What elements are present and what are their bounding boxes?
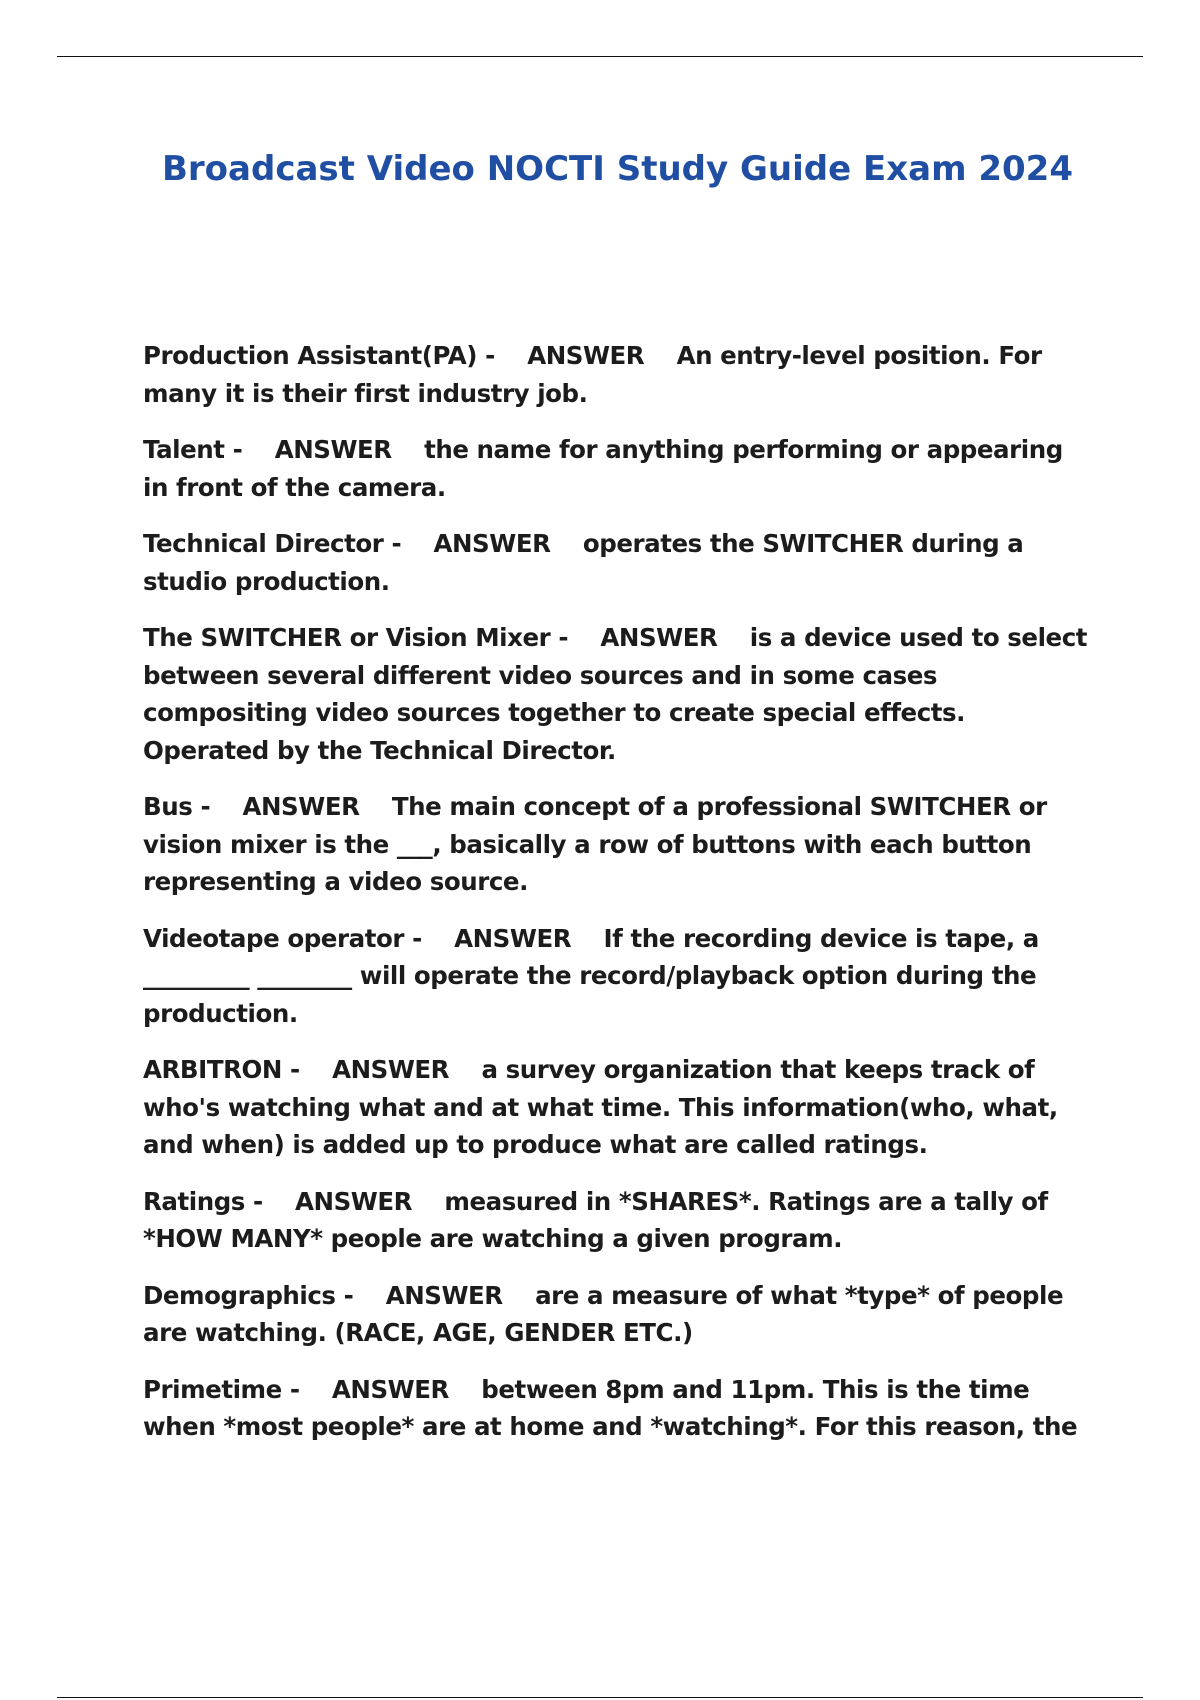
header-rule: [57, 56, 1143, 57]
definition: the name for anything performing or appearing in front of the camera.: [143, 435, 1063, 502]
flashcard-entry: Videotape operator - ANSWER If the recording device is tape, a _________ ________ will operate the record/playback option during the production.: [143, 923, 1039, 1028]
term: Videotape operator: [143, 923, 404, 953]
term: Demographics: [143, 1280, 336, 1310]
footer-rule: [57, 1697, 1143, 1698]
definition: An entry-level position. For many it is their first industry job.: [143, 341, 1042, 408]
document-title: Broadcast Video NOCTI Study Guide Exam 2024: [162, 149, 1073, 189]
answer-label: ANSWER: [600, 623, 718, 652]
definition: The main concept of a professional SWITCHER or vision mixer is the ___, basically a row of buttons with each button representing a video source.: [143, 792, 1047, 896]
answer-label: ANSWER: [274, 435, 392, 464]
flashcard-entry: Ratings - ANSWER measured in *SHARES*. Ratings are a tally of *HOW MANY* people are watching a given program.: [143, 1186, 1048, 1253]
answer-label: ANSWER: [385, 1280, 503, 1310]
term: Production Assistant(PA): [143, 341, 478, 370]
definition: measured in *SHARES*. Ratings are a tally of *HOW MANY* people are watching a given program.: [143, 1186, 1048, 1253]
flashcard-entry: The SWITCHER or Vision Mixer - ANSWER is a device used to select between several different video sources and in some cases compositing video sources together to create special effects. Operated by the Technical Director.: [143, 623, 1088, 765]
flashcard-entry: Technical Director - ANSWER operates the SWITCHER during a studio production.: [143, 529, 1024, 596]
answer-label: ANSWER: [331, 1374, 449, 1404]
term: ARBITRON: [143, 1055, 282, 1084]
answer-label: ANSWER: [242, 792, 360, 821]
flashcard-list: [143, 337, 1088, 1465]
definition: a survey organization that keeps track of who's watching what and at what time. This information(who, what, and when) is added up to produce what are called ratings.: [143, 1055, 1058, 1159]
term: Bus: [143, 792, 193, 821]
answer-label: ANSWER: [332, 1055, 450, 1084]
term: Technical Director: [143, 529, 384, 558]
flashcard-entry: Primetime - ANSWER between 8pm and 11pm. This is the time when *most people* are at home and *watching*. For this reason, the: [143, 1374, 1078, 1441]
term: The SWITCHER or Vision Mixer: [143, 623, 551, 652]
answer-label: ANSWER: [295, 1186, 413, 1216]
term: Primetime: [143, 1374, 282, 1404]
term: Ratings: [143, 1186, 245, 1216]
flashcard-entry: Production Assistant(PA) - ANSWER An entry-level position. For many it is their first industry job.: [143, 341, 1042, 408]
flashcard-entry: ARBITRON - ANSWER a survey organization that keeps track of who's watching what and at what time. This information(who, what, and when) is added up to produce what are called ratings.: [143, 1055, 1058, 1159]
answer-label: ANSWER: [433, 529, 551, 558]
flashcard-entry: Demographics - ANSWER are a measure of what *type* of people are watching. (RACE, AGE, GENDER ETC.): [143, 1280, 1064, 1347]
definition: is a device used to select between several different video sources and in some cases compositing video sources together to create special effects. Operated by the Technical Director.: [143, 623, 1088, 765]
definition: If the recording device is tape, a _________ ________ will operate the record/playback option during the production.: [143, 923, 1039, 1028]
answer-label: ANSWER: [454, 923, 572, 953]
definition: between 8pm and 11pm. This is the time when *most people* are at home and *watching*. For this reason, the: [143, 1374, 1078, 1441]
term: Talent: [143, 435, 225, 464]
flashcard-entry: Bus - ANSWER The main concept of a professional SWITCHER or vision mixer is the ___, basically a row of buttons with each button representing a video source.: [143, 792, 1047, 896]
flashcard-entry: Talent - ANSWER the name for anything performing or appearing in front of the camera.: [143, 435, 1063, 502]
definition: are a measure of what *type* of people are watching. (RACE, AGE, GENDER ETC.): [143, 1280, 1064, 1347]
answer-label: ANSWER: [527, 341, 645, 370]
definition: operates the SWITCHER during a studio production.: [143, 529, 1024, 596]
